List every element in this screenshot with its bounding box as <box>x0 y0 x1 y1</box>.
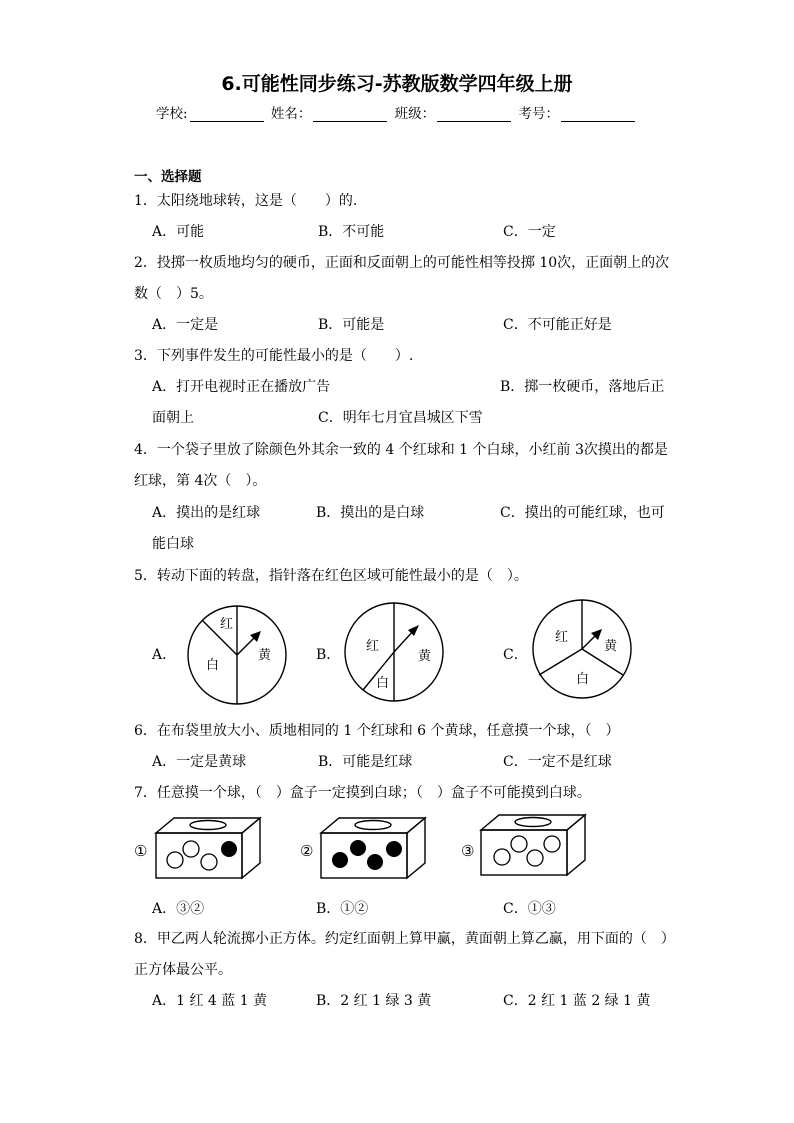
spinner-b-white-label: 白 <box>376 676 390 691</box>
white-ball-icon <box>544 836 560 852</box>
question-3-text: 3．下列事件发生的可能性最小的是（ ）. <box>134 348 414 364</box>
spinner-c-red-label: 红 <box>555 630 569 645</box>
q7-option-a[interactable]: A．③② <box>152 901 205 917</box>
black-ball-icon <box>332 852 348 868</box>
q8-option-b[interactable]: B．2 红 1 绿 3 黄 <box>316 993 432 1009</box>
q1-option-b[interactable]: B．不可能 <box>318 224 385 240</box>
spinner-b-yellow-label: 黄 <box>418 649 432 664</box>
spinner-a-red-label: 红 <box>220 617 234 632</box>
q1-option-c[interactable]: C．一定 <box>503 224 556 240</box>
class-label: 班级： <box>394 106 436 122</box>
white-ball-icon <box>183 841 199 857</box>
box-3-label: ③ <box>461 842 475 860</box>
white-ball-icon <box>527 850 543 866</box>
exam-no-blank[interactable] <box>561 105 635 122</box>
q4-option-a[interactable]: A．摸出的是红球 <box>152 505 261 521</box>
spinner-a-yellow-label: 黄 <box>258 648 272 663</box>
q8-option-a[interactable]: A．1 红 4 蓝 1 黄 <box>152 993 268 1009</box>
name-blank[interactable] <box>313 105 387 122</box>
black-ball-icon <box>386 841 402 857</box>
q5-option-c-label[interactable]: C． <box>503 647 528 663</box>
white-ball-icon <box>494 849 510 865</box>
q4-option-c[interactable]: C．摸出的可能红球，也可 <box>500 505 665 521</box>
box-3-side <box>567 815 585 875</box>
box-2-opening <box>355 821 391 830</box>
box-2-side <box>407 818 425 878</box>
spinner-c-yellow-label: 黄 <box>604 639 618 654</box>
q3-option-b[interactable]: B．掷一枚硬币，落地后正 <box>500 379 665 395</box>
q3-option-b-continued: 面朝上 <box>152 410 194 426</box>
q3-option-a[interactable]: A．打开电视时正在播放广告 <box>152 379 331 395</box>
q6-option-a[interactable]: A．一定是黄球 <box>152 754 247 770</box>
box-1-opening <box>190 821 226 830</box>
white-ball-icon <box>201 854 217 870</box>
question-7-text: 7．任意摸一个球，（ ）盒子一定摸到白球；（ ）盒子不可能摸到白球。 <box>134 785 591 801</box>
spinner-c-white-label: 白 <box>576 672 590 687</box>
q4-option-b[interactable]: B．摸出的是白球 <box>316 505 425 521</box>
question-4-text-line1: 4．一个袋子里放了除颜色外其余一致的 4 个红球和 1 个白球，小红前 3次摸出的都是 <box>134 442 668 458</box>
school-blank[interactable] <box>190 105 264 122</box>
q1-option-a[interactable]: A．可能 <box>152 224 205 240</box>
q4-option-c-continued: 能白球 <box>152 536 194 552</box>
spinner-b-red-label: 红 <box>366 639 380 654</box>
q3-option-c[interactable]: C．明年七月宜昌城区下雪 <box>318 410 483 426</box>
question-2-text-line2: 数（ ）5。 <box>134 286 213 302</box>
box-2-label: ② <box>300 842 314 860</box>
black-ball-icon <box>367 854 383 870</box>
q6-option-c[interactable]: C．一定不是红球 <box>503 754 612 770</box>
name-label: 姓名： <box>270 106 312 122</box>
section-title: 一、选择题 <box>134 169 202 185</box>
student-info-line <box>0 102 794 122</box>
q2-option-a[interactable]: A．一定是 <box>152 317 219 333</box>
white-ball-icon <box>167 852 183 868</box>
box-2[interactable] <box>318 815 428 881</box>
page-title: 6.可能性同步练习-苏教版数学四年级上册 <box>221 73 573 95</box>
question-4-text-line2: 红球，第 4次（ ）。 <box>134 473 267 489</box>
spinner-a-white-label: 白 <box>206 658 220 673</box>
school-label: 学校: <box>156 106 188 122</box>
black-ball-icon <box>350 840 366 856</box>
q5-option-a-label[interactable]: A． <box>152 647 177 663</box>
q8-option-c[interactable]: C．2 红 1 蓝 2 绿 1 黄 <box>503 993 651 1009</box>
question-8-text-line1: 8．甲乙两人轮流掷小正方体。约定红面朝上算甲赢，黄面朝上算乙赢，用下面的（ ） <box>134 931 675 947</box>
q5-option-b-label[interactable]: B． <box>316 647 341 663</box>
class-blank[interactable] <box>437 105 511 122</box>
spinner-a[interactable] <box>187 605 289 707</box>
box-1-side <box>242 818 260 878</box>
box-3-opening <box>515 818 551 827</box>
q7-option-b[interactable]: B．①② <box>316 901 369 917</box>
q2-option-c[interactable]: C．不可能正好是 <box>503 317 612 333</box>
exam-no-label: 考号： <box>518 106 559 122</box>
question-2-text-line1: 2．投掷一枚质地均匀的硬币，正面和反面朝上的可能性相等投掷 10次，正面朝上的次 <box>134 255 670 271</box>
q6-option-b[interactable]: B．可能是红球 <box>318 754 413 770</box>
question-1-text: 1．太阳绕地球转，这是（ ）的. <box>134 193 358 209</box>
question-6-text: 6．在布袋里放大小、质地相同的 1 个红球和 6 个黄球，任意摸一个球，（ ） <box>134 723 620 739</box>
question-5-text: 5．转动下面的转盘，指针落在红色区域可能性最小的是（ ）。 <box>134 568 528 584</box>
box-1[interactable] <box>153 815 263 881</box>
box-1-label: ① <box>134 842 148 860</box>
question-8-text-line2: 正方体最公平。 <box>134 962 232 978</box>
q2-option-b[interactable]: B．可能是 <box>318 317 385 333</box>
spinner-c[interactable] <box>531 599 633 701</box>
white-ball-icon <box>511 836 527 852</box>
black-ball-icon <box>221 841 237 857</box>
box-3[interactable] <box>478 812 588 878</box>
spinner-b[interactable] <box>343 602 445 704</box>
q7-option-c[interactable]: C．①③ <box>503 901 556 917</box>
